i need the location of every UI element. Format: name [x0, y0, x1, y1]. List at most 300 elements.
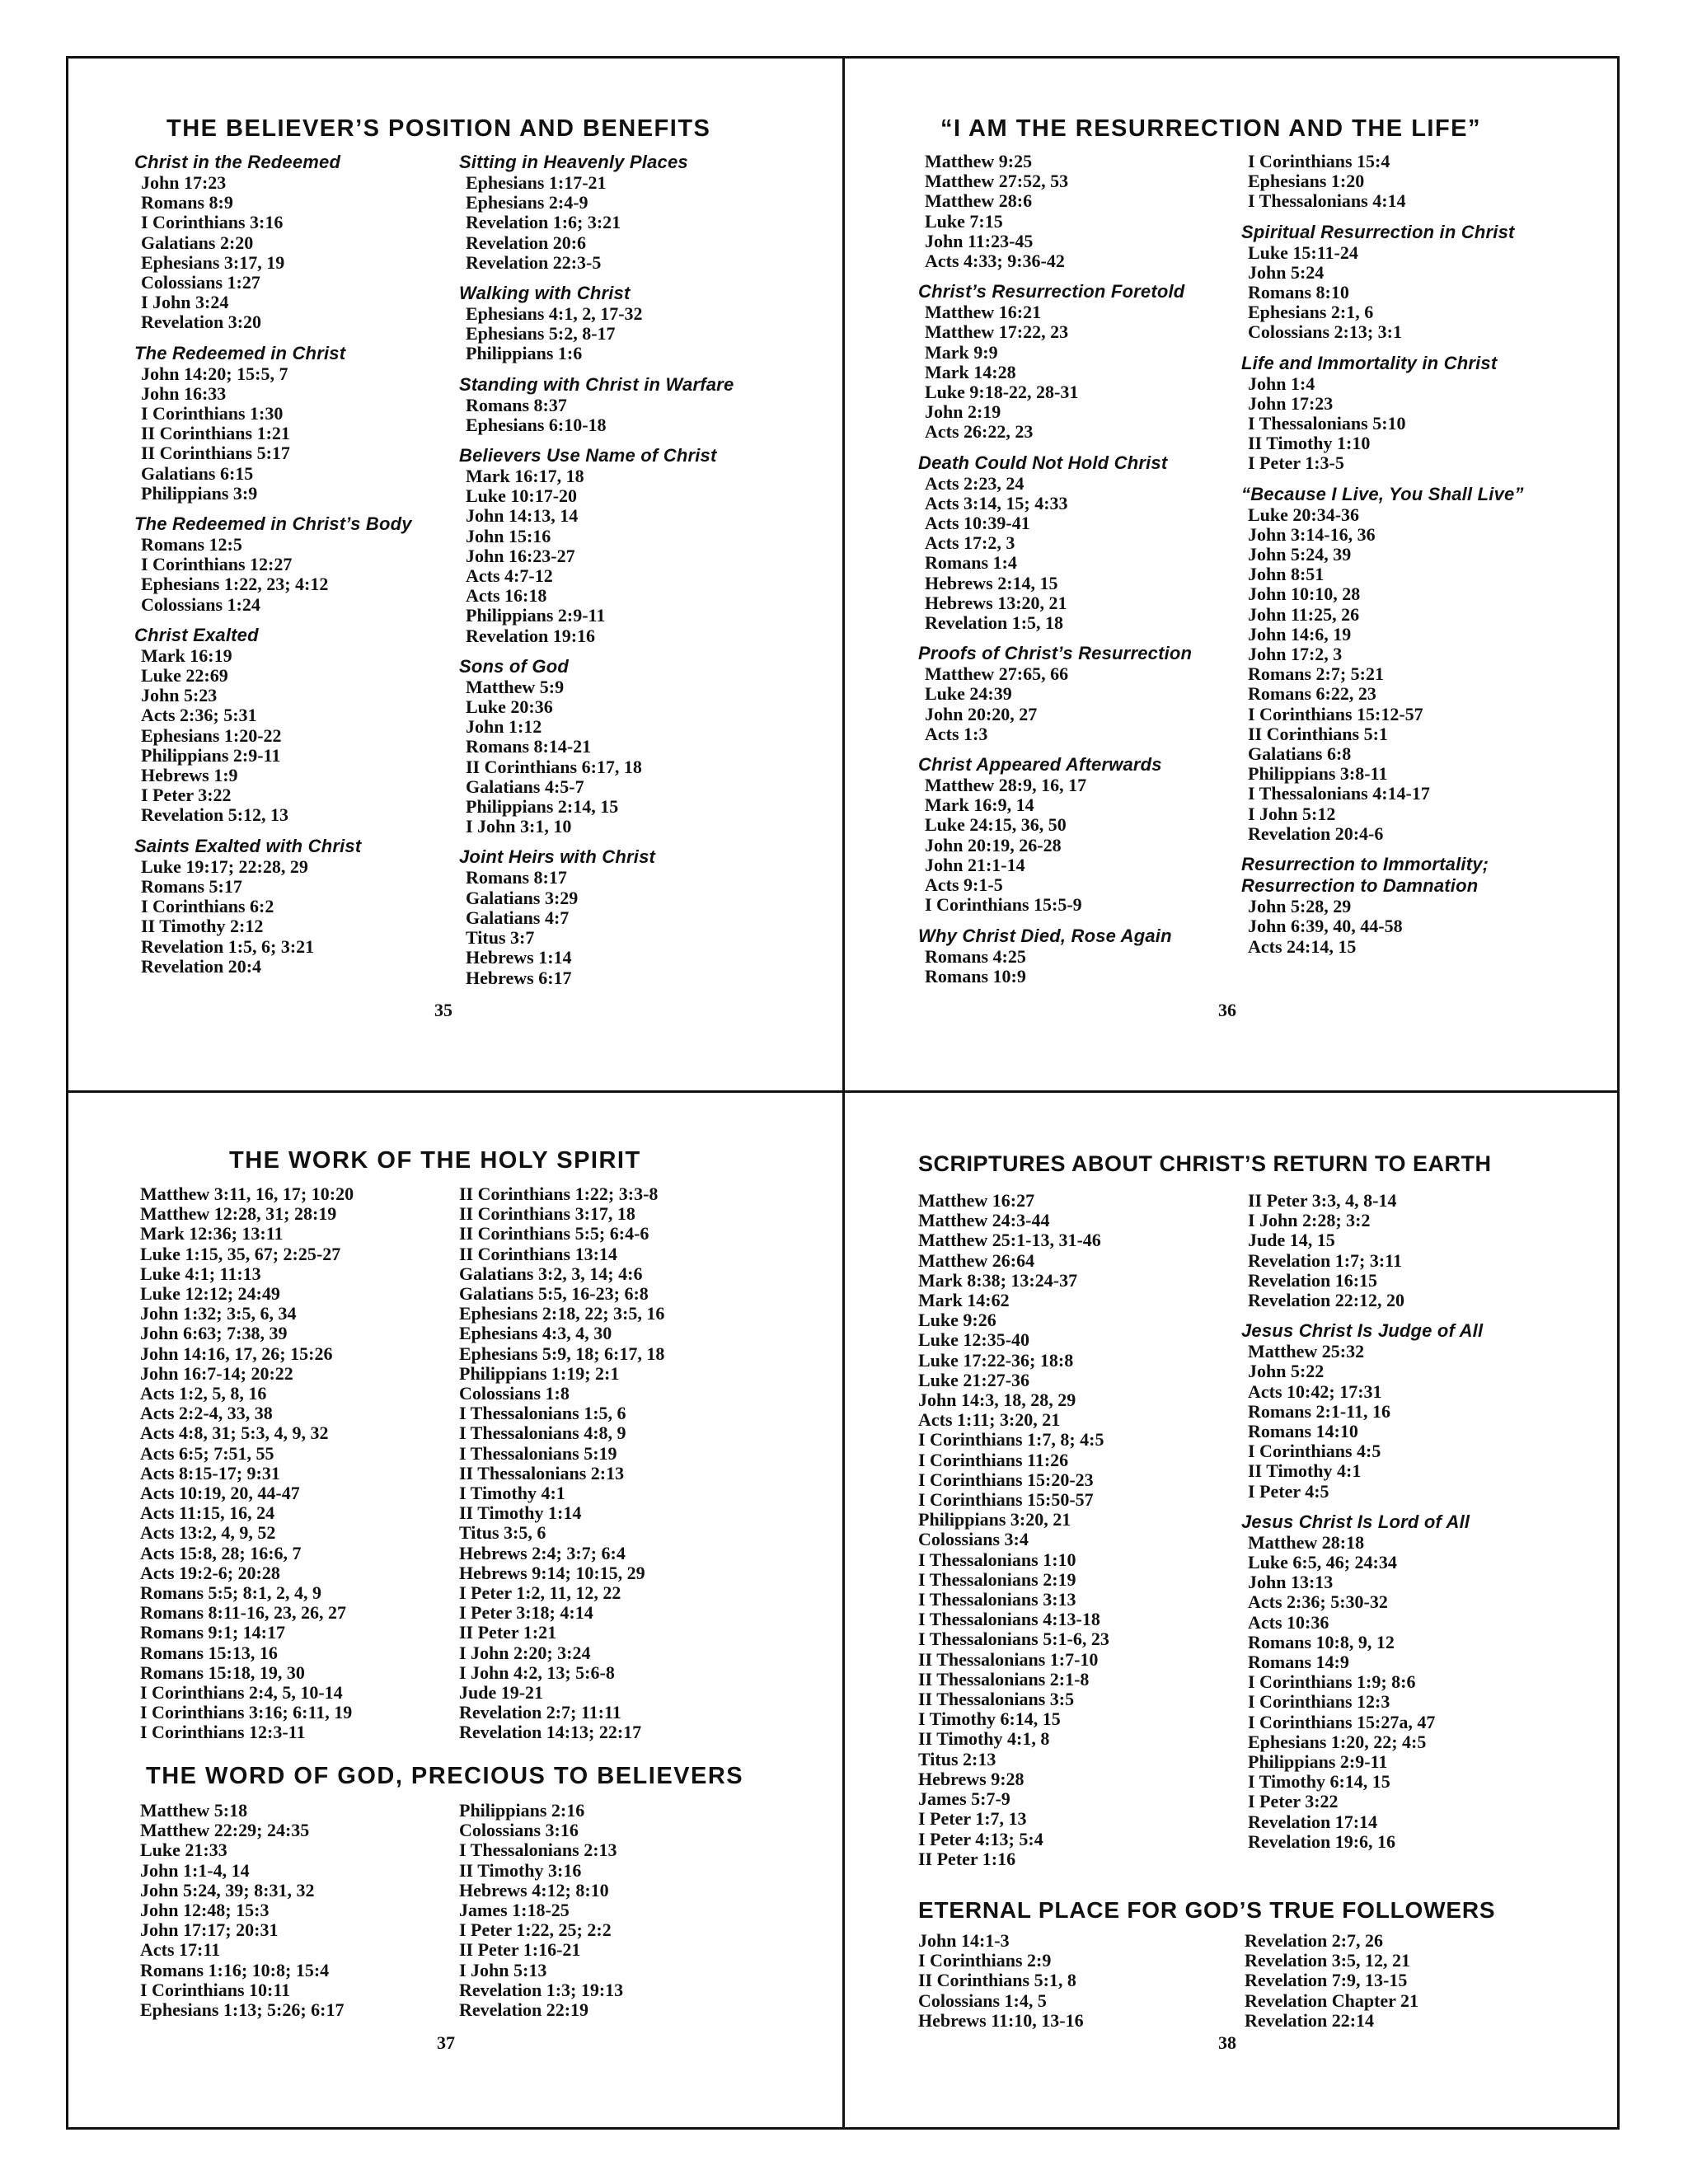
- scripture-ref: I Corinthians 10:11: [140, 1979, 291, 2000]
- scripture-ref: Philippians 2:16: [459, 1800, 585, 1821]
- scripture-ref: II Corinthians 5:5; 6:4-6: [459, 1223, 649, 1244]
- scripture-ref: Romans 8:37: [466, 394, 567, 415]
- scripture-ref: Hebrews 1:14: [466, 947, 572, 968]
- scripture-ref: Romans 2:1-11, 16: [1248, 1400, 1390, 1422]
- scripture-ref: Galatians 2:20: [141, 232, 254, 253]
- scripture-ref: Mark 9:9: [925, 341, 998, 363]
- scripture-ref: Acts 15:8, 28; 16:6, 7: [140, 1542, 302, 1563]
- scripture-ref: John 20:19, 26-28: [925, 834, 1062, 855]
- scripture-ref: Philippians 2:9-11: [141, 744, 281, 766]
- scripture-ref: Luke 17:22-36; 18:8: [918, 1349, 1074, 1371]
- topic-group: [1241, 1191, 1483, 1310]
- scripture-ref: Romans 2:7; 5:21: [1248, 663, 1384, 685]
- scripture-ref: Philippians 2:9-11: [466, 605, 606, 626]
- scripture-ref: John 17:2, 3: [1248, 644, 1343, 665]
- scripture-ref: I Timothy 4:1: [459, 1483, 565, 1504]
- scripture-ref: Acts 6:5; 7:51, 55: [140, 1442, 274, 1464]
- scripture-ref: Hebrews 4:12; 8:10: [459, 1879, 609, 1900]
- scripture-ref: John 1:1-4, 14: [140, 1859, 250, 1881]
- scripture-ref: I Corinthians 11:26: [918, 1449, 1069, 1470]
- scripture-ref: I Peter 4:5: [1248, 1480, 1329, 1502]
- scripture-ref: Revelation 1:5, 6; 3:21: [141, 935, 315, 957]
- scripture-ref: Matthew 28:6: [925, 190, 1033, 212]
- scripture-ref: John 17:17; 20:31: [140, 1919, 279, 1941]
- scripture-ref: Revelation 20:4-6: [1248, 823, 1384, 844]
- topic-heading: Standing with Christ in Warfare: [459, 373, 734, 395]
- scripture-ref: II Peter 1:21: [459, 1622, 557, 1643]
- scripture-ref: Luke 20:34-36: [1248, 504, 1360, 525]
- scripture-ref: Acts 16:18: [466, 585, 547, 607]
- topic-heading: Jesus Christ Is Judge of All: [1241, 1320, 1484, 1342]
- scripture-ref: Revelation 1:7; 3:11: [1248, 1249, 1402, 1271]
- scripture-ref: Acts 24:14, 15: [1248, 935, 1357, 957]
- scripture-ref: Revelation 1:5, 18: [925, 612, 1064, 634]
- scripture-ref: I Peter 1:2, 11, 12, 22: [459, 1582, 621, 1604]
- scripture-ref: Galatians 5:5, 16-23; 6:8: [459, 1283, 649, 1305]
- scripture-ref: Ephesians 2:4-9: [466, 192, 588, 213]
- scripture-ref: Luke 4:1; 11:13: [140, 1263, 261, 1284]
- scripture-ref: John 12:48; 15:3: [140, 1900, 270, 1921]
- scripture-ref: Acts 4:33; 9:36-42: [925, 251, 1065, 272]
- scripture-ref: Ephesians 2:18, 22; 3:5, 16: [459, 1303, 665, 1324]
- scripture-ref: John 14:6, 19: [1248, 623, 1352, 644]
- scripture-ref: Acts 2:36; 5:31: [141, 705, 257, 726]
- scripture-ref: Titus 3:7: [466, 927, 535, 949]
- scripture-ref: John 14:20; 15:5, 7: [141, 363, 288, 384]
- scripture-ref: I Corinthians 2:9: [918, 1950, 1052, 1971]
- scripture-ref: Acts 11:15, 16, 24: [140, 1502, 275, 1524]
- scripture-ref: Mark 14:62: [918, 1290, 1010, 1311]
- scripture-ref: Acts 10:42; 17:31: [1248, 1380, 1382, 1402]
- page-number: 35: [434, 1000, 452, 1020]
- scripture-ref: Colossians 1:24: [141, 593, 260, 615]
- section-title: THE WORD OF GOD, PRECIOUS TO BELIEVERS: [146, 1763, 744, 1789]
- scripture-ref: Revelation Chapter 21: [1245, 1990, 1419, 2011]
- scripture-ref: Hebrews 9:28: [918, 1768, 1025, 1789]
- scripture-ref: Luke 21:27-36: [918, 1369, 1030, 1390]
- scripture-ref: Acts 4:7-12: [466, 565, 553, 587]
- scripture-ref: Matthew 26:64: [918, 1249, 1035, 1271]
- scripture-ref: Matthew 28:18: [1248, 1531, 1365, 1553]
- scripture-ref: II Timothy 2:12: [141, 916, 264, 937]
- scripture-ref: Acts 26:22, 23: [925, 421, 1034, 443]
- scripture-ref: I Corinthians 4:5: [1248, 1441, 1381, 1462]
- scripture-ref: Matthew 9:25: [925, 151, 1033, 171]
- scripture-ref: Romans 1:4: [925, 552, 1017, 574]
- scripture-ref: Revelation 14:13; 22:17: [459, 1722, 642, 1743]
- scripture-ref: Acts 17:2, 3: [925, 532, 1015, 554]
- scripture-ref: Hebrews 6:17: [466, 967, 572, 988]
- topic-heading: Sitting in Heavenly Places: [459, 152, 688, 172]
- scripture-ref: Romans 15:18, 19, 30: [140, 1661, 305, 1683]
- scripture-ref: Galatians 3:29: [466, 887, 579, 908]
- scripture-ref: Romans 10:9: [925, 965, 1026, 987]
- scripture-ref: John 17:23: [141, 172, 227, 193]
- scripture-ref: Luke 12:35-40: [918, 1329, 1030, 1351]
- scripture-ref: Hebrews 2:14, 15: [925, 572, 1058, 593]
- scripture-ref: Romans 1:16; 10:8; 15:4: [140, 1959, 330, 1980]
- scripture-ref: I Thessalonians 3:13: [918, 1589, 1076, 1610]
- scripture-ref: Acts 2:36; 5:30-32: [1248, 1591, 1388, 1613]
- scripture-ref: Revelation 22:3-5: [466, 251, 602, 273]
- topic-heading: Christ’s Resurrection Foretold: [918, 281, 1185, 302]
- scripture-ref: Hebrews 9:14; 10:15, 29: [459, 1562, 645, 1583]
- scripture-ref: John 6:63; 7:38, 39: [140, 1323, 288, 1344]
- scripture-ref: I Corinthians 12:3-11: [140, 1722, 306, 1743]
- scripture-ref: Ephesians 1:17-21: [466, 172, 607, 193]
- scripture-ref: II Corinthians 5:1, 8: [918, 1970, 1076, 1991]
- scripture-ref: James 5:7-9: [918, 1788, 1010, 1810]
- scripture-ref: I Thessalonians 1:5, 6: [459, 1403, 626, 1424]
- scripture-ref: Colossians 1:27: [141, 272, 260, 293]
- scripture-ref: I Corinthians 15:27a, 47: [1248, 1711, 1436, 1732]
- scripture-ref: II Peter 3:3, 4, 8-14: [1248, 1190, 1397, 1211]
- scripture-ref: Acts 1:2, 5, 8, 16: [140, 1383, 267, 1404]
- page-number: 37: [437, 2032, 455, 2053]
- scripture-ref: II Timothy 3:16: [459, 1859, 582, 1881]
- scripture-ref: Ephesians 3:17, 19: [141, 251, 285, 273]
- scripture-ref: I Timothy 6:14, 15: [918, 1708, 1061, 1730]
- scripture-ref: I Thessalonians 2:13: [459, 1840, 617, 1861]
- scripture-ref: John 5:23: [141, 685, 218, 706]
- scripture-ref: Ephesians 1:22, 23; 4:12: [141, 574, 329, 595]
- scripture-ref: II Timothy 1:10: [1248, 433, 1371, 454]
- ref-list: [1241, 1342, 1483, 1502]
- scripture-ref: I Peter 3:22: [141, 785, 232, 806]
- scripture-ref: Romans 9:1; 14:17: [140, 1622, 285, 1643]
- scripture-ref: Matthew 17:22, 23: [925, 321, 1069, 343]
- scripture-ref: Colossians 3:4: [918, 1529, 1029, 1550]
- scripture-ref: Revelation 3:5, 12, 21: [1245, 1950, 1411, 1971]
- scripture-ref: I Thessalonians 4:14-17: [1248, 783, 1430, 804]
- scripture-ref: Acts 9:1-5: [925, 874, 1003, 896]
- scripture-ref: Revelation 19:16: [466, 625, 596, 646]
- scripture-ref: John 1:4: [1248, 373, 1315, 394]
- scripture-ref: Colossians 3:16: [459, 1820, 579, 1841]
- left-column: [918, 1191, 1109, 1869]
- scripture-ref: Acts 17:11: [140, 1939, 221, 1961]
- scripture-ref: John 5:28, 29: [1248, 896, 1352, 917]
- scripture-ref: Ephesians 1:20: [1248, 171, 1365, 192]
- topic-heading: Walking with Christ: [459, 283, 631, 304]
- scripture-ref: Matthew 3:11, 16, 17; 10:20: [140, 1183, 354, 1204]
- scripture-ref: John 17:23: [1248, 392, 1334, 414]
- scripture-ref: John 10:10, 28: [1248, 583, 1361, 605]
- scripture-ref: Ephesians 5:9, 18; 6:17, 18: [459, 1343, 665, 1364]
- scripture-ref: II Thessalonians 2:1-8: [918, 1668, 1090, 1690]
- scripture-ref: Mark 12:36; 13:11: [140, 1223, 284, 1244]
- scripture-ref: John 1:32; 3:5, 6, 34: [140, 1303, 297, 1324]
- scripture-ref: Acts 19:2-6; 20:28: [140, 1562, 280, 1583]
- scripture-ref: I Thessalonians 4:8, 9: [459, 1422, 626, 1444]
- scripture-ref: Luke 24:15, 36, 50: [925, 814, 1067, 836]
- scripture-ref: John 21:1-14: [925, 854, 1025, 875]
- scripture-ref: I Peter 1:22, 25; 2:2: [459, 1919, 612, 1941]
- scripture-ref: II Peter 1:16: [918, 1848, 1016, 1869]
- scripture-ref: John 14:13, 14: [466, 505, 579, 527]
- scripture-ref: Philippians 1:19; 2:1: [459, 1362, 620, 1384]
- scripture-ref: John 5:22: [1248, 1361, 1325, 1382]
- page-number: 36: [1218, 1000, 1236, 1020]
- scripture-ref: I John 2:20; 3:24: [459, 1642, 591, 1663]
- scripture-ref: Luke 9:26: [918, 1310, 996, 1331]
- topic-heading: Saints Exalted with Christ: [134, 835, 362, 856]
- scripture-ref: Philippians 2:9-11: [1248, 1751, 1388, 1773]
- scripture-ref: I Peter 1:3-5: [1248, 452, 1344, 474]
- scripture-ref: Titus 3:5, 6: [459, 1522, 546, 1544]
- scripture-ref: Revelation 22:14: [1245, 2009, 1375, 2031]
- scripture-ref: Philippians 3:8-11: [1248, 763, 1388, 785]
- scripture-ref: I Corinthians 6:2: [141, 896, 274, 917]
- scripture-ref: Hebrews 11:10, 13-16: [918, 2009, 1084, 2031]
- scripture-ref: Philippians 3:20, 21: [918, 1509, 1071, 1530]
- scripture-ref: Romans 8:14-21: [466, 736, 592, 757]
- scripture-ref: I Thessalonians 5:10: [1248, 413, 1406, 434]
- scripture-ref: I Corinthians 15:50-57: [918, 1489, 1094, 1511]
- scripture-ref: Philippians 1:6: [466, 343, 583, 364]
- topic-heading: Proofs of Christ’s Resurrection: [918, 643, 1193, 664]
- topic-heading: Resurrection to Damnation: [1241, 875, 1479, 897]
- scripture-ref: John 14:16, 17, 26; 15:26: [140, 1343, 333, 1364]
- scripture-ref: I Corinthians 1:30: [141, 403, 284, 424]
- page-title: SCRIPTURES ABOUT CHRIST’S RETURN TO EARTH: [918, 1151, 1492, 1176]
- scripture-ref: Revelation 17:14: [1248, 1811, 1378, 1832]
- scripture-ref: John 8:51: [1248, 564, 1325, 585]
- scripture-ref: Acts 10:36: [1248, 1611, 1329, 1633]
- scripture-ref: Colossians 1:8: [459, 1383, 570, 1404]
- scripture-ref: Acts 4:8, 31; 5:3, 4, 9, 32: [140, 1422, 329, 1444]
- scripture-ref: I Corinthians 3:16; 6:11, 19: [140, 1702, 353, 1723]
- scripture-ref: I Corinthians 12:27: [141, 554, 293, 575]
- scripture-ref: Mark 16:19: [141, 644, 232, 666]
- scripture-ref: Matthew 25:32: [1248, 1341, 1365, 1362]
- scripture-ref: Acts 1:11; 3:20, 21: [918, 1409, 1061, 1431]
- scripture-ref: Romans 12:5: [141, 534, 242, 555]
- scripture-ref: Matthew 27:65, 66: [925, 663, 1069, 685]
- topic-heading: Christ Exalted: [134, 624, 259, 645]
- scripture-ref: Ephesians 1:20-22: [141, 724, 282, 746]
- scripture-ref: Revelation 22:12, 20: [1248, 1290, 1405, 1311]
- topic-group: [1241, 1320, 1483, 1502]
- scripture-ref: John 16:33: [141, 382, 227, 404]
- scripture-ref: II Peter 1:16-21: [459, 1939, 581, 1961]
- scripture-ref: Matthew 27:52, 53: [925, 171, 1069, 192]
- scripture-ref: Luke 15:11-24: [1248, 241, 1358, 263]
- scripture-ref: Luke 10:17-20: [466, 485, 578, 507]
- page-number: 38: [1218, 2032, 1236, 2053]
- scripture-ref: Romans 5:5; 8:1, 2, 4, 9: [140, 1582, 321, 1604]
- scripture-ref: I Peter 3:18; 4:14: [459, 1602, 593, 1624]
- page-title: THE BELIEVER’S POSITION AND BENEFITS: [166, 115, 711, 142]
- scripture-ref: II Thessalonians 3:5: [918, 1689, 1075, 1710]
- scripture-ref: John 20:20, 27: [925, 703, 1038, 724]
- scripture-ref: Galatians 6:15: [141, 462, 254, 484]
- scripture-ref: II Corinthians 5:17: [141, 443, 290, 464]
- scripture-ref: Acts 10:19, 20, 44-47: [140, 1483, 300, 1504]
- scripture-ref: Mark 14:28: [925, 361, 1016, 382]
- ref-list: [1241, 1533, 1483, 1852]
- scripture-ref: Revelation 19:6, 16: [1248, 1830, 1396, 1852]
- topic-heading: Why Christ Died, Rose Again: [918, 925, 1172, 946]
- scripture-ref: I John 5:13: [459, 1959, 547, 1980]
- scripture-ref: I Peter 3:22: [1248, 1791, 1339, 1812]
- scripture-ref: Philippians 2:14, 15: [466, 796, 619, 818]
- scripture-ref: Luke 6:5, 46; 24:34: [1248, 1552, 1397, 1573]
- ref-list: [1241, 1191, 1483, 1310]
- scripture-ref: Ephesians 1:13; 5:26; 6:17: [140, 1999, 345, 2021]
- scripture-ref: Galatians 6:8: [1248, 743, 1352, 765]
- scripture-ref: Romans 14:9: [1248, 1652, 1349, 1673]
- scripture-ref: Ephesians 2:1, 6: [1248, 302, 1374, 323]
- scripture-ref: Acts 10:39-41: [925, 513, 1030, 534]
- scripture-ref: I Corinthians 15:20-23: [918, 1469, 1094, 1490]
- scripture-ref: Luke 24:39: [925, 683, 1012, 705]
- scripture-ref: Matthew 5:9: [466, 676, 565, 697]
- scripture-ref: Luke 21:33: [140, 1840, 227, 1861]
- scripture-ref: John 15:16: [466, 525, 551, 546]
- scripture-ref: II Thessalonians 1:7-10: [918, 1648, 1099, 1670]
- scripture-ref: I John 5:12: [1248, 803, 1336, 824]
- topic-group: [1241, 1511, 1483, 1852]
- scripture-ref: Romans 10:8, 9, 12: [1248, 1631, 1395, 1652]
- scripture-ref: John 2:19: [925, 401, 1001, 423]
- scripture-ref: Ephesians 1:20, 22; 4:5: [1248, 1731, 1427, 1752]
- scripture-ref: Matthew 24:3-44: [918, 1210, 1050, 1231]
- topic-heading: Believers Use Name of Christ: [459, 445, 717, 466]
- scripture-ref: Luke 20:36: [466, 696, 553, 718]
- scripture-ref: Ephesians 4:1, 2, 17-32: [466, 303, 643, 325]
- scripture-ref: I John 4:2, 13; 5:6-8: [459, 1661, 615, 1683]
- scripture-ref: Acts 3:14, 15; 4:33: [925, 492, 1068, 513]
- scripture-ref: Romans 8:9: [141, 192, 233, 213]
- scripture-ref: I Thessalonians 5:1-6, 23: [918, 1629, 1109, 1650]
- scripture-ref: Mark 8:38; 13:24-37: [918, 1269, 1078, 1291]
- scripture-ref: Revelation 3:20: [141, 312, 262, 333]
- scripture-ref: John 6:39, 40, 44-58: [1248, 916, 1403, 937]
- scripture-ref: Galatians 4:7: [466, 907, 570, 928]
- scripture-ref: Matthew 5:18: [140, 1800, 248, 1821]
- scripture-ref: Hebrews 2:4; 3:7; 6:4: [459, 1542, 626, 1563]
- scripture-ref: II Corinthians 3:17, 18: [459, 1203, 635, 1225]
- scripture-ref: Colossians 1:4, 5: [918, 1990, 1047, 2011]
- scripture-ref: II Timothy 1:14: [459, 1502, 582, 1524]
- scripture-ref: Revelation 7:9, 13-15: [1245, 1970, 1408, 1991]
- scripture-ref: Colossians 2:13; 3:1: [1248, 321, 1403, 343]
- scripture-ref: II Corinthians 6:17, 18: [466, 756, 642, 777]
- scripture-ref: Revelation 1:3; 19:13: [459, 1979, 624, 2000]
- scripture-ref: Revelation 1:6; 3:21: [466, 212, 621, 233]
- topic-heading: Life and Immortality in Christ: [1241, 352, 1498, 373]
- scripture-ref: Romans 5:17: [141, 875, 242, 897]
- page-title: THE WORK OF THE HOLY SPIRIT: [229, 1147, 641, 1174]
- scripture-ref: Acts 2:23, 24: [925, 472, 1025, 494]
- scripture-ref: Hebrews 13:20, 21: [925, 592, 1067, 613]
- scripture-ref: Revelation 2:7, 26: [1245, 1930, 1384, 1951]
- scripture-ref: Luke 9:18-22, 28-31: [925, 382, 1079, 403]
- scripture-ref: I Corinthians 15:4: [1248, 151, 1390, 171]
- scripture-ref: Romans 14:10: [1248, 1421, 1358, 1442]
- scripture-ref: John 16:23-27: [466, 545, 575, 566]
- scripture-ref: Ephesians 5:2, 8-17: [466, 323, 616, 344]
- scripture-ref: Romans 8:17: [466, 867, 567, 888]
- scripture-ref: I John 3:24: [141, 292, 229, 313]
- scripture-ref: I John 3:1, 10: [466, 816, 572, 837]
- scripture-ref: John 13:13: [1248, 1572, 1334, 1593]
- section-title: ETERNAL PLACE FOR GOD’S TRUE FOLLOWERS: [918, 1897, 1496, 1923]
- scripture-ref: I Corinthians 1:7, 8; 4:5: [918, 1429, 1104, 1451]
- left-column-2: [918, 1931, 1084, 2031]
- scripture-ref: James 1:18-25: [459, 1900, 570, 1921]
- scripture-ref: Titus 2:13: [918, 1748, 996, 1769]
- scripture-ref: I Thessalonians 4:14: [1248, 190, 1406, 212]
- topic-heading: Christ Appeared Afterwards: [918, 754, 1162, 776]
- scripture-ref: Romans 8:11-16, 23, 26, 27: [140, 1602, 346, 1624]
- topic-heading: Jesus Christ Is Lord of All: [1241, 1511, 1470, 1532]
- scripture-ref: Philippians 3:9: [141, 482, 258, 504]
- scripture-ref: Revelation 2:7; 11:11: [459, 1702, 621, 1723]
- scripture-ref: John 14:1-3: [918, 1930, 1010, 1951]
- scripture-ref: Ephesians 6:10-18: [466, 414, 607, 435]
- scripture-ref: I Thessalonians 1:10: [918, 1549, 1076, 1570]
- scripture-ref: Acts 1:3: [925, 723, 988, 744]
- topic-heading: Resurrection to Immortality;: [1241, 854, 1489, 875]
- right-column-2: [1245, 1931, 1418, 2031]
- scripture-ref: John 14:3, 18, 28, 29: [918, 1390, 1076, 1411]
- scripture-ref: II Thessalonians 2:13: [459, 1462, 625, 1483]
- scripture-ref: John 1:12: [466, 716, 542, 738]
- scripture-ref: Luke 22:69: [141, 665, 228, 687]
- scripture-ref: I Corinthians 12:3: [1248, 1691, 1390, 1713]
- scripture-ref: Luke 7:15: [925, 210, 1003, 232]
- scripture-ref: I Thessalonians 2:19: [918, 1568, 1076, 1590]
- topic-heading: The Redeemed in Christ: [134, 342, 346, 363]
- scripture-ref: Galatians 3:2, 3, 14; 4:6: [459, 1263, 643, 1284]
- scripture-ref: I Corinthians 15:12-57: [1248, 703, 1423, 724]
- topic-heading: Joint Heirs with Christ: [459, 846, 656, 868]
- scripture-ref: Revelation 5:12, 13: [141, 804, 289, 826]
- scripture-ref: Romans 8:10: [1248, 282, 1349, 303]
- scripture-ref: II Timothy 4:1, 8: [918, 1728, 1050, 1750]
- scripture-ref: Romans 4:25: [925, 945, 1026, 967]
- scripture-ref: Matthew 28:9, 16, 17: [925, 775, 1087, 796]
- scripture-ref: John 5:24: [1248, 261, 1325, 283]
- scripture-ref: Acts 13:2, 4, 9, 52: [140, 1522, 276, 1544]
- scripture-ref: Mark 16:17, 18: [466, 466, 584, 487]
- scripture-ref: I Corinthians 3:16: [141, 212, 284, 233]
- scripture-ref: Romans 15:13, 16: [140, 1642, 278, 1663]
- scripture-ref: I Corinthians 15:5-9: [925, 894, 1082, 916]
- scripture-ref: I Peter 1:7, 13: [918, 1808, 1027, 1830]
- scripture-ref: Luke 19:17; 22:28, 29: [141, 855, 308, 877]
- scripture-ref: I Corinthians 1:9; 8:6: [1248, 1671, 1416, 1693]
- topic-heading: “Because I Live, You Shall Live”: [1241, 483, 1524, 504]
- scripture-ref: Matthew 25:1-13, 31-46: [918, 1230, 1101, 1251]
- scripture-ref: Acts 8:15-17; 9:31: [140, 1462, 280, 1483]
- topic-heading: Spiritual Resurrection in Christ: [1241, 221, 1515, 242]
- scripture-ref: II Corinthians 13:14: [459, 1243, 617, 1264]
- scripture-ref: John 3:14-16, 36: [1248, 523, 1376, 545]
- scripture-ref: Matthew 16:27: [918, 1190, 1035, 1211]
- scripture-ref: Ephesians 4:3, 4, 30: [459, 1323, 612, 1344]
- scripture-ref: Matthew 12:28, 31; 28:19: [140, 1203, 337, 1225]
- scripture-ref: Mark 16:9, 14: [925, 794, 1034, 816]
- topic-heading: Death Could Not Hold Christ: [918, 452, 1168, 473]
- scripture-ref: I Thessalonians 5:19: [459, 1442, 617, 1464]
- scripture-ref: Matthew 16:21: [925, 302, 1042, 323]
- scripture-ref: Revelation 20:4: [141, 955, 262, 977]
- scripture-ref: I John 2:28; 3:2: [1248, 1210, 1371, 1231]
- scripture-ref: John 16:7-14; 20:22: [140, 1362, 293, 1384]
